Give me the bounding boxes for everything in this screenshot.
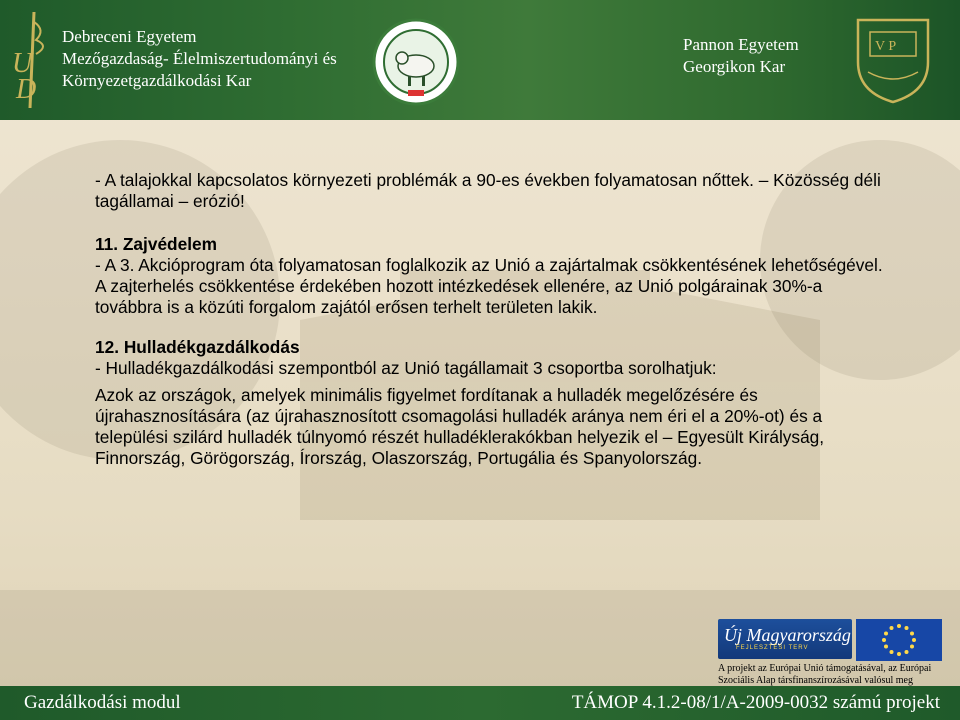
- faculty-name-left: [62, 26, 337, 92]
- svg-text:D: D: [16, 74, 37, 105]
- section-11-text: - A 3. Akcióprogram óta folyamatosan foglalkozik az Unió a zajártalmak csökkentésének lehetőségével. A zajterhelés csökkentése érdekében hozott intézkedések ellenére, az Unió polgárainak 30%-a továbbra is a közúti forgalom zajától erősen terhelt területen lakik.: [95, 255, 883, 317]
- seal-emblem-icon: [372, 18, 460, 106]
- partner-faculty-name: Georgikon Kar: [683, 57, 786, 76]
- debrecen-university-logo-icon: [6, 10, 60, 110]
- section-12-paragraph: Azok az országok, amelyek minimális figyelmet fordítanak a hulladék megelőzésére és újrahasznosítására (az újrahasznosított csomagolási hulladék aránya nem éri el a 20%-ot) és a települési szilárd hulladék túlnyomó részét hulladéklerakókban helyezik el – Egyesült Királyság, Finnország, Görögország, Írország, Olaszország, Portugália és Spanyolország.: [95, 385, 825, 468]
- partner-university-name: Pannon Egyetem: [683, 35, 799, 54]
- slide-content: [95, 170, 885, 469]
- uj-magyarorszag-text: Új Magyarország: [724, 625, 851, 645]
- footer-bar: [0, 686, 960, 720]
- faculty-line-2: Környezetgazdálkodási Kar: [62, 71, 252, 90]
- svg-text:V P: V P: [875, 39, 897, 54]
- pannon-university-logo-icon: [848, 12, 938, 106]
- section-12-title: 12. Hulladékgazdálkodás: [95, 337, 300, 357]
- eu-flag-icon: [856, 619, 942, 661]
- uj-magyarorszag-subtitle: FEJLESZTÉSI TERV: [736, 645, 809, 651]
- section-11-title: 11. Zajvédelem: [95, 234, 218, 254]
- section-12-lead: - Hulladékgazdálkodási szempontból az Unió tagállamait 3 csoportba sorolhatjuk:: [95, 358, 717, 378]
- faculty-name-right: [683, 34, 799, 78]
- project-id: TÁMOP 4.1.2-08/1/A-2009-0032 számú projekt: [571, 692, 940, 713]
- svg-text:U: U: [12, 48, 33, 79]
- eu-funding-note: [718, 663, 946, 687]
- faculty-line: Mezőgazdaság- Élelmiszertudományi és: [62, 49, 337, 68]
- eu-note-line-1: A projekt az Európai Unió támogatásával, az Európai: [718, 663, 932, 674]
- module-name: Gazdálkodási modul: [24, 692, 181, 713]
- header-banner: [0, 0, 960, 120]
- intro-paragraph: - A talajokkal kapcsolatos környezeti problémák a 90-es években folyamatosan nőttek. – Közösség déli tagállamai – erózió!: [95, 170, 881, 211]
- uj-magyarorszag-logo: [718, 619, 852, 659]
- university-name: Debreceni Egyetem: [62, 27, 197, 46]
- eu-funding-block: [718, 619, 942, 685]
- eu-note-line-2: Szociális Alap társfinanszírozásával valósul meg: [718, 675, 913, 686]
